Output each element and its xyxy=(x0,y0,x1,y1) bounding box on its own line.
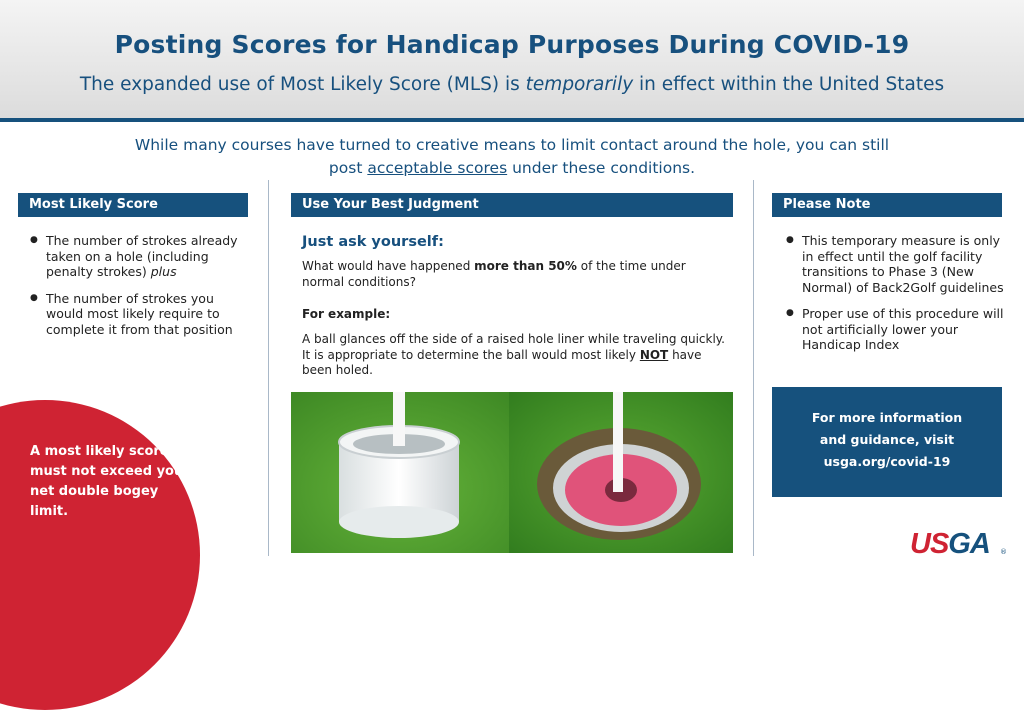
example-bold: NOT xyxy=(639,347,669,362)
registered-mark: ® xyxy=(1000,548,1007,556)
intro-text xyxy=(100,134,924,180)
question-text xyxy=(302,259,722,290)
header-divider xyxy=(0,118,1024,122)
question-end: of the time under normal conditions? xyxy=(302,259,686,289)
ask-yourself-heading: Just ask yourself: xyxy=(302,234,444,250)
please-note-list xyxy=(786,233,1011,364)
example-text xyxy=(302,332,732,379)
pink-liner-photo xyxy=(509,392,733,553)
info-line-2: and guidance, visit xyxy=(819,432,955,447)
header-banner xyxy=(0,0,1024,118)
usga-logo xyxy=(910,528,990,561)
subtitle-end: in effect within the United States xyxy=(633,74,945,95)
more-info-box xyxy=(772,387,1002,497)
bullet-text: The number of strokes you would most likely require to complete it from that position xyxy=(46,290,233,337)
most-likely-score-heading: Most Likely Score xyxy=(18,193,248,217)
logo-us: US xyxy=(910,528,949,560)
example-end: have been holed. xyxy=(302,347,702,377)
subtitle-start: The expanded use of Most Likely Score (MLS) is xyxy=(79,74,526,95)
example-label: For example: xyxy=(302,307,391,321)
subtitle-emphasis: temporarily xyxy=(525,74,634,95)
bullet-text: This temporary measure is only in effect until the golf facility transitions to Phase 3 (New Normal) of Back2Golf guidelines xyxy=(802,233,1004,295)
bullet-text: Proper use of this procedure will not artificially lower your Handicap Index xyxy=(802,306,1004,352)
bullet-text: The number of strokes already taken on a hole (including penalty strokes) xyxy=(46,233,238,279)
intro-line-2 xyxy=(100,157,924,180)
logo-ga: GA xyxy=(948,528,990,560)
example-start: A ball glances off the side of a raised hole liner while traveling quickly. It is appropriate to determine the ball would most likely xyxy=(302,332,725,362)
question-start: What would have happened xyxy=(302,259,475,273)
bullet-emphasis: plus xyxy=(150,264,177,279)
info-line-1: For more information xyxy=(811,410,963,425)
raised-liner-illustration xyxy=(291,392,509,553)
list-item xyxy=(30,233,245,280)
best-judgment-heading: Use Your Best Judgment xyxy=(291,193,733,217)
page-subtitle xyxy=(0,74,1024,95)
intro-line-2-end: under these conditions. xyxy=(507,159,696,177)
list-item xyxy=(30,291,245,338)
most-likely-score-list xyxy=(30,233,245,348)
list-item xyxy=(786,306,1011,353)
usga-covid-link[interactable]: usga.org/covid-19 xyxy=(823,454,951,469)
acceptable-scores-link[interactable]: acceptable scores xyxy=(367,159,508,177)
list-item xyxy=(786,233,1011,295)
double-bogey-callout: A most likely score must not exceed your net double bogey limit. xyxy=(30,444,190,519)
pink-liner-illustration xyxy=(509,392,733,553)
intro-line-1: While many courses have turned to creative means to limit contact around the hole, you can still xyxy=(134,136,890,154)
please-note-heading: Please Note xyxy=(772,193,1002,217)
question-bold: more than 50% xyxy=(474,259,577,273)
column-divider-left xyxy=(268,180,269,556)
page-title: Posting Scores for Handicap Purposes During COVID-19 xyxy=(114,30,910,59)
column-divider-right xyxy=(753,180,754,556)
intro-line-2-start: post xyxy=(328,159,368,177)
raised-liner-photo xyxy=(291,392,509,553)
